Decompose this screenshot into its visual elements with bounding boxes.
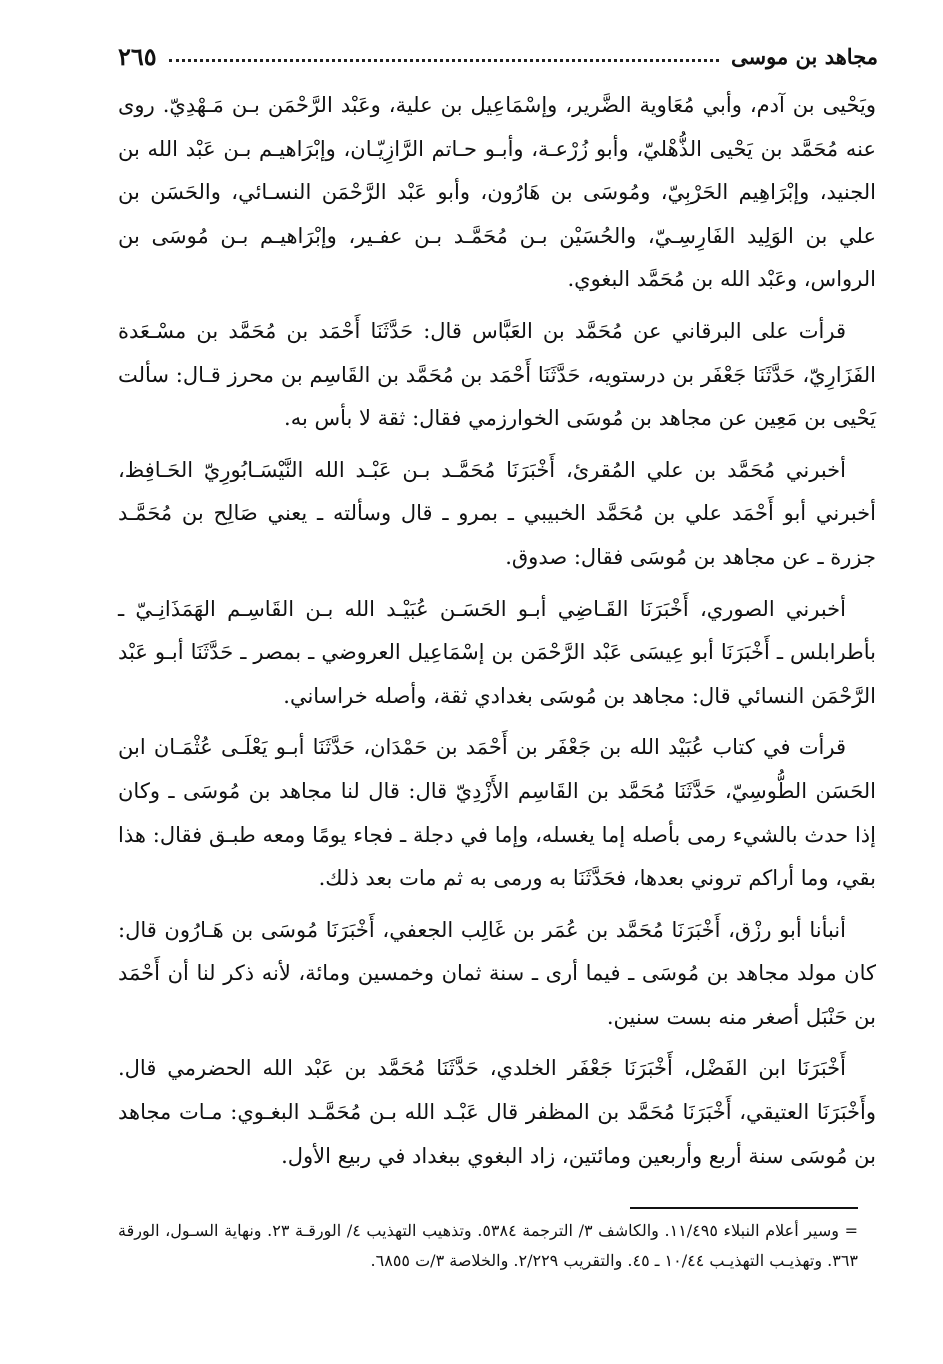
running-title: مجاهد بن موسى bbox=[731, 43, 878, 69]
page-number: ٢٦٥ bbox=[118, 41, 157, 71]
paragraph-nasai: أخبرني الصوري، أَخْبَرَنَا القَـاضِي أبـو الحَسَـن عُبَيْـد الله بـن القَاسِـم الهَمَذَانِـيّ ـ بأطرابلس ـ أَخْبَرَنَا أبو عِيسَى عَبْد الرَّحْمَن بن إسْمَاعِيل العروضي ـ بمصر ـ حَدَّثَنَا أبـو عَبْد الرَّحْمَن النسائي قال: مجاهد بن مُوسَى بغدادي ثقة، وأصله خراساني. bbox=[118, 596, 876, 708]
paragraph-ibn-maeen: قرأت على البرقاني عن مُحَمَّد بن العَبَّاس قال: حَدَّثَنَا أَحْمَد بن مُحَمَّد بن مسْـعَدة الفَزَارِيّ، حَدَّثَنَا جَعْفَر بن درستويه، حَدَّثَنَا أَحْمَد بن مُحَمَّد بن القَاسِم بن محرز قـال: سألت يَحْيى بن مَعِين عن مجاهد بن مُوسَى الخوارزمي فقال: ثقة لا بأس به. bbox=[118, 318, 876, 431]
main-text bbox=[118, 84, 876, 1186]
footnote-separator bbox=[630, 1207, 858, 1209]
paragraph-saleh-jazara: أخبرني مُحَمَّد بن علي المُقرئ، أَخْبَرَنَا مُحَمَّـد بـن عَبْـد الله النَّيْسَـابُورِيّ الحَـافِظ، أخبرني أبو أَحْمَد علي بن مُحَمَّد الخبيبي ـ بمرو ـ قال وسألته ـ يعني صَالِح بن مُحَمَّـد جزرة ـ عن مجاهد بن مُوسَى فقال: صدوق. bbox=[118, 457, 876, 569]
paragraph-azdi: قرأت في كتاب عُبَيْد الله بن جَعْفَر بن أَحْمَد بن حَمْدَان، حَدَّثَنَا أبـو يَعْلَـى عُثْمَـان ابن الحَسَن الطُّوسِيّ، حَدَّثَنَا مُحَمَّد بن القَاسِم الأَزْدِيّ قال: قال لنا مجاهد بن مُوسَى ـ وكان إذا حدث بالشيء رمى بأصله إما يغسله، وإما في دجلة ـ فجاء يومًا ومعه طبـق فقال: هذا بقي، وما أراكم تروني بعدها، فحَدَّثَنَا به ورمى به ثم مات بعد ذلك. bbox=[118, 735, 876, 891]
paragraph-narrators: ويَحْيى بن آدم، وأبي مُعَاوية الضَّرير، وإسْمَاعِيل بن علية، وعَبْد الرَّحْمَن بـن مَـهْدِيّ. روى عنه مُحَمَّد بن يَحْيى الذُّهْليّ، وأبو زُرْعـة، وأبـو حـاتم الرَّازِيّـان، وإبْرَاهيـم بـن عَبْد الله بن الجنيد، وإبْرَاهِيم الحَرْبِيّ، ومُوسَى بن هَارُون، وأبو عَبْد الرَّحْمَن النسـائي، والحَسَن بن علي بن الوَلِيد الفَارِسِـيّ، والحُسَيْن بـن مُحَمَّـد بـن عفـير، وإبْرَاهيـم بـن مُوسَى بن الرواس، وعَبْد الله بن مُحَمَّد البغوي. bbox=[118, 93, 876, 292]
paragraph-death: أَخْبَرَنَا ابن الفَضْل، أَخْبَرَنَا جَعْفَر الخلدي، حَدَّثَنَا مُحَمَّد بن عَبْد الله الحضرمي قال. وأَخْبَرَنَا العتيقي، أَخْبَرَنَا مُحَمَّد بن المظفر قال عَبْـد الله بـن مُحَمَّـد البغـوي: مـات مجاهد بن مُوسَى سنة أربع وأربعين ومائتين، زاد البغوي ببغداد في ربيع الأول. bbox=[118, 1056, 876, 1168]
page-header bbox=[118, 36, 878, 76]
header-dotted-leader bbox=[169, 59, 719, 62]
paragraph-birth: أنبأنا أبو رزْق، أَخْبَرَنَا مُحَمَّد بن عُمَر بن غَالِب الجعفي، أَخْبَرَنَا مُوسَى بن هَـارُون قال: كان مولد مجاهد بن مُوسَى ـ فيما أرى ـ سنة ثمان وخمسين ومائة، لأنه ذكر لنا أن أَحْمَد بن حَنْبَل أصغر منه بست سنين. bbox=[118, 917, 876, 1029]
footnote: = وسير أعلام النبلاء ١١/٤٩٥. والكاشف ٣/ الترجمة ٥٣٨٤. وتذهيب التهذيب ٤/ الورقـة ٢٣. ونهاية السـول، الورقة ٣٦٣. وتهذيـب التهذيـب ١٠/٤٤ ـ ٤٥. والتقريب ٢/٢٢٩. والخلاصة ٣/ت ٦٨٥٥. bbox=[118, 1221, 859, 1270]
